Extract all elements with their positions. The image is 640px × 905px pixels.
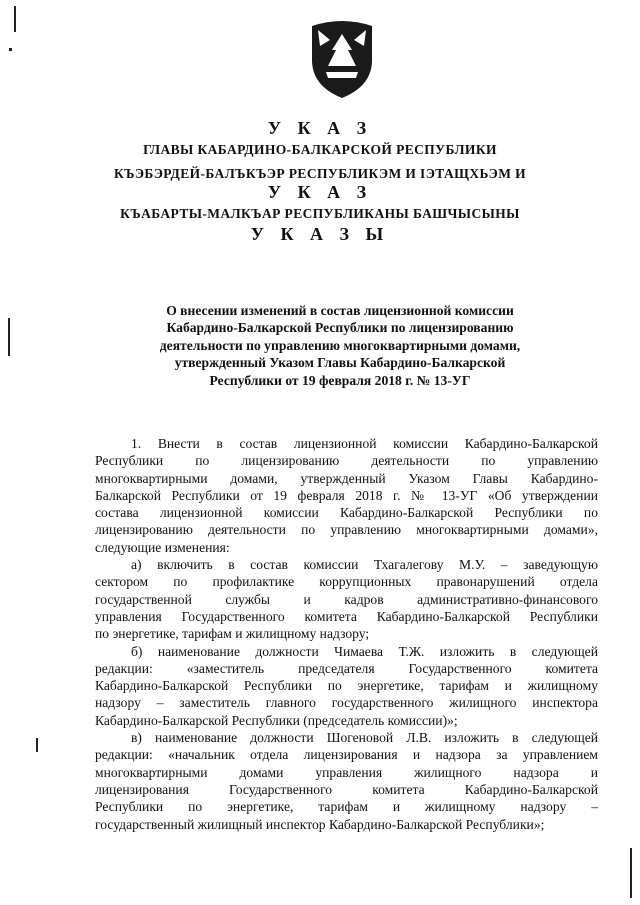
body-line: лицензированию деятельности по управлению многоквартирными домами», [95, 522, 598, 538]
body-line: по энергетике, тарифам и жилищному надзору; [95, 626, 370, 642]
scan-mark-top-left-tick [9, 48, 12, 51]
decree-heading-karachay-balkar: У К А З Ы [250, 224, 390, 244]
body-line: Балкарской Республики от 19 февраля 2018 г. № 13-УГ «Об утверждении [95, 487, 598, 503]
body-line-item-a: а) включить в состав комиссии Тхагалегову М.У. – заведующую [131, 557, 598, 573]
title-line: деятельности по управлению многоквартирными домами, [159, 337, 521, 353]
body-line: Кабардино-Балкарской Республики (председатель комиссии)»; [95, 712, 458, 728]
decree-body [95, 435, 598, 833]
scan-mark-top-left [14, 6, 16, 32]
body-line: редакции: «заместитель председателя Государственного комитета [95, 660, 598, 676]
body-line: многоквартирными домами, утвержденный Указом Главы Кабардино- [95, 470, 598, 486]
body-line: государственный жилищный инспектор Кабардино-Балкарской Республики»; [95, 816, 545, 832]
title-line: Кабардино-Балкарской Республики по лицензированию [166, 320, 514, 336]
body-line: управления Государственного комитета Кабардино-Балкарской Республики [95, 608, 598, 624]
body-line: Кабардино-Балкарской Республики по энергетике, тарифам и жилищному [95, 678, 598, 694]
body-line: надзору – заместитель главного государственного жилищного инспектора [95, 695, 598, 711]
body-line-item-b: б) наименование должности Чимаева Т.Ж. изложить в следующей [131, 643, 598, 659]
body-line: государственной службы и кадров административно-финансового [95, 591, 598, 607]
head-title-ru: ГЛАВЫ КАБАРДИНО-БАЛКАРСКОЙ РЕСПУБЛИКИ [143, 142, 497, 157]
title-line: утвержденный Указом Главы Кабардино-Балкарской [174, 355, 506, 371]
decree-heading-kabardian: У К А З [267, 182, 373, 202]
scan-mark-left-dots [36, 738, 38, 752]
body-line-point-1: 1. Внести в состав лицензионной комиссии Кабардино-Балкарской [131, 436, 598, 451]
title-line: О внесении изменений в состав лицензионной комиссии [166, 303, 514, 318]
body-line: следующие изменения: [95, 539, 230, 555]
scan-mark-left-bar [8, 318, 10, 356]
body-line: состава лицензионной комиссии Кабардино-Балкарской Республики по [95, 505, 598, 521]
body-line: Республики по энергетике, тарифам и жилищному надзору – [95, 799, 598, 815]
coat-of-arms-emblem [306, 14, 378, 100]
body-line: многоквартирными домами управления жилищного надзора и [95, 764, 598, 780]
scan-mark-right-bar [630, 848, 632, 898]
decree-title [140, 302, 540, 389]
body-line: сектором по профилактике коррупционных правонарушений отдела [95, 574, 598, 590]
body-line-item-c: в) наименование должности Шогеновой Л.В. изложить в следующей [131, 730, 598, 746]
head-title-karachay-balkar: КЪАБАРТЫ-МАЛКЪАР РЕСПУБЛИКАНЫ БАШЧЫСЫНЫ [120, 206, 520, 221]
title-line: Республики от 19 февраля 2018 г. № 13-УГ [209, 372, 471, 388]
body-line: лицензирования Государственного комитета Кабардино-Балкарской [95, 781, 598, 797]
body-line: редакции: «начальник отдела лицензирования и надзора за управлением [95, 747, 598, 763]
head-title-kabardian: КЪЭБЭРДЕЙ-БАЛЪКЪЭР РЕСПУБЛИКЭМ И ІЭТАЩХЬЭМ И [113, 166, 527, 181]
body-line: Республики по лицензированию деятельности по управлению [95, 453, 598, 469]
decree-heading-ru: У К А З [267, 118, 373, 138]
